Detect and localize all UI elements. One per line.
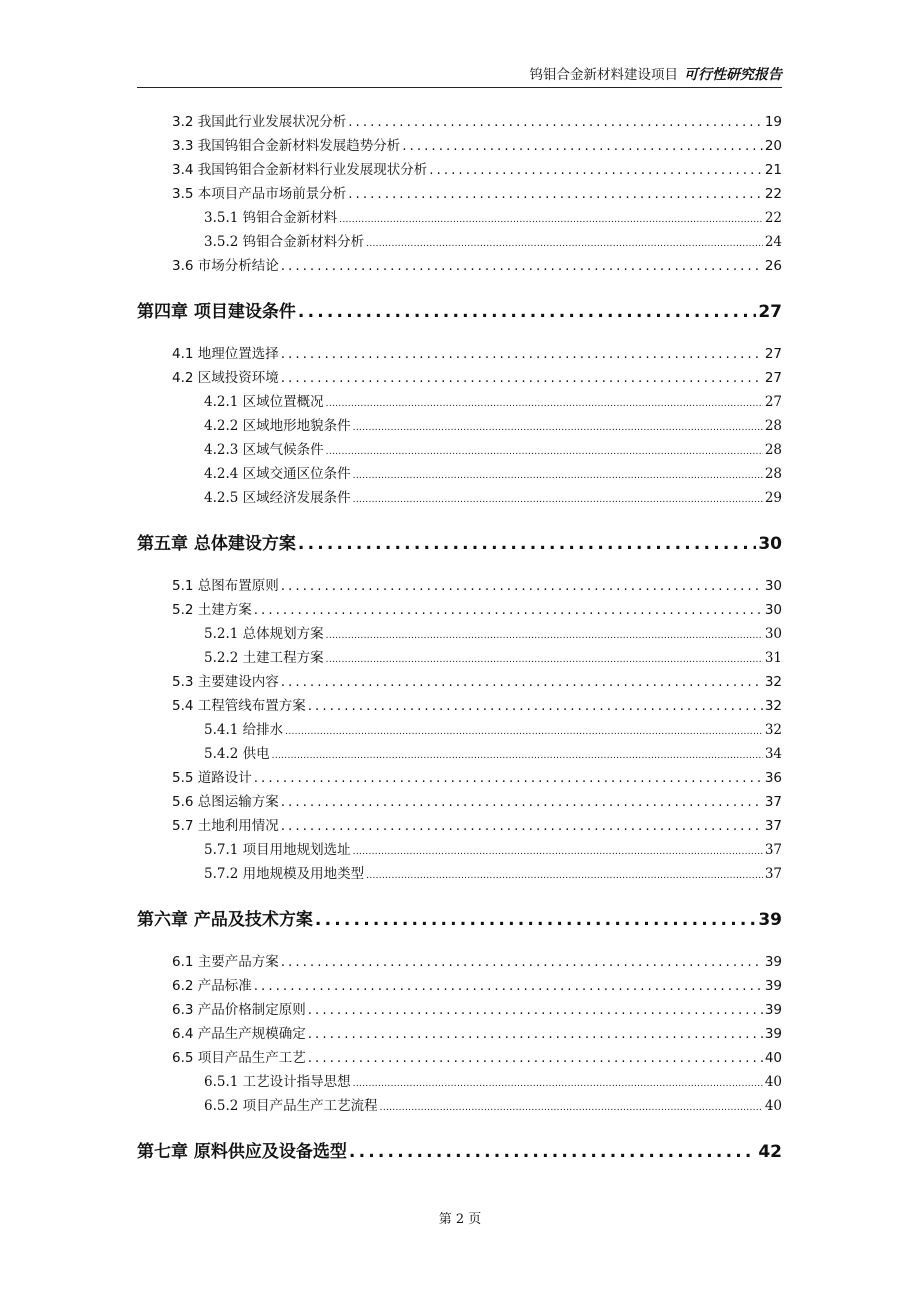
toc-leader-dots	[326, 442, 763, 462]
toc-entry-title: 5.4 工程管线布置方案	[172, 698, 306, 714]
toc-entry-page-number: 32	[764, 698, 782, 714]
toc-entry-page-number: 32	[764, 674, 782, 690]
toc-leader-dots	[429, 160, 763, 180]
toc-entry-page-number: 29	[764, 490, 782, 506]
toc-entry-section[interactable]	[137, 1048, 782, 1068]
toc-entry-page-number: 27	[764, 346, 782, 362]
toc-entry-title: 5.2.1 总体规划方案	[204, 626, 324, 642]
toc-leader-dots	[281, 344, 763, 364]
toc-entry-title: 3.3 我国钨钼合金新材料发展趋势分析	[172, 138, 401, 154]
toc-entry-title: 5.2.2 土建工程方案	[204, 650, 324, 666]
toc-entry-section[interactable]	[137, 136, 782, 156]
toc-entry-page-number: 37	[764, 794, 782, 810]
toc-entry-page-number: 22	[764, 186, 782, 202]
toc-leader-dots	[353, 842, 763, 862]
toc-entry-page-number: 27	[764, 370, 782, 386]
toc-entry-title: 第七章 原料供应及设备选型	[137, 1142, 347, 1162]
toc-leader-dots	[254, 600, 763, 620]
page-header	[137, 64, 782, 88]
toc-entry-section[interactable]	[137, 344, 782, 364]
toc-leader-dots	[281, 672, 763, 692]
page-number: 第 2 页	[438, 1212, 482, 1227]
toc-entry-title: 3.5 本项目产品市场前景分析	[172, 186, 347, 202]
toc-entry-section[interactable]	[137, 768, 782, 788]
toc-entry-page-number: 20	[764, 138, 782, 154]
toc-entry-page-number: 40	[764, 1098, 782, 1114]
toc-entry-page-number: 31	[764, 650, 782, 666]
toc-entry-page-number: 37	[764, 842, 782, 858]
toc-entry-page-number: 39	[764, 1002, 782, 1018]
toc-leader-dots	[254, 768, 763, 788]
toc-entry-sub[interactable]	[137, 392, 782, 412]
toc-leader-dots	[298, 300, 756, 324]
toc-entry-page-number: 28	[764, 442, 782, 458]
toc-entry-sub[interactable]	[137, 1096, 782, 1116]
toc-entry-chapter[interactable]	[137, 300, 782, 324]
toc-entry-title: 6.3 产品价格制定原则	[172, 1002, 306, 1018]
toc-entry-title: 3.4 我国钨钼合金新材料行业发展现状分析	[172, 162, 428, 178]
toc-entry-title: 5.6 总图运输方案	[172, 794, 279, 810]
toc-entry-title: 6.5.2 项目产品生产工艺流程	[204, 1098, 378, 1114]
toc-entry-title: 4.2.5 区域经济发展条件	[204, 490, 351, 506]
toc-entry-title: 3.6 市场分析结论	[172, 258, 279, 274]
toc-leader-dots	[339, 210, 763, 230]
toc-entry-sub[interactable]	[137, 416, 782, 436]
toc-leader-dots	[348, 184, 763, 204]
toc-entry-section[interactable]	[137, 184, 782, 204]
toc-entry-chapter[interactable]	[137, 1140, 782, 1164]
toc-leader-dots	[281, 952, 763, 972]
toc-entry-section[interactable]	[137, 368, 782, 388]
toc-entry-page-number: 30	[764, 602, 782, 618]
toc-entry-title: 5.2 土建方案	[172, 602, 252, 618]
toc-entry-title: 5.3 主要建设内容	[172, 674, 279, 690]
toc-entry-section[interactable]	[137, 696, 782, 716]
toc-entry-page-number: 30	[758, 534, 782, 554]
toc-entry-page-number: 39	[764, 954, 782, 970]
toc-entry-page-number: 32	[764, 722, 782, 738]
toc-entry-page-number: 22	[764, 210, 782, 226]
toc-entry-sub[interactable]	[137, 464, 782, 484]
toc-entry-title: 5.1 总图布置原则	[172, 578, 279, 594]
toc-entry-title: 第六章 产品及技术方案	[137, 910, 313, 930]
toc-entry-sub[interactable]	[137, 744, 782, 764]
toc-entry-page-number: 27	[758, 302, 782, 322]
toc-entry-section[interactable]	[137, 1000, 782, 1020]
toc-entry-page-number: 19	[764, 114, 782, 130]
toc-entry-sub[interactable]	[137, 720, 782, 740]
toc-entry-title: 4.2.1 区域位置概况	[204, 394, 324, 410]
toc-entry-title: 4.2 区域投资环境	[172, 370, 279, 386]
toc-entry-sub[interactable]	[137, 648, 782, 668]
toc-entry-page-number: 27	[764, 394, 782, 410]
toc-entry-page-number: 28	[764, 418, 782, 434]
toc-entry-section[interactable]	[137, 600, 782, 620]
toc-entry-page-number: 30	[764, 578, 782, 594]
toc-entry-page-number: 37	[764, 818, 782, 834]
toc-entry-title: 6.2 产品标准	[172, 978, 252, 994]
toc-entry-section[interactable]	[137, 1024, 782, 1044]
toc-leader-dots	[298, 532, 756, 556]
toc-leader-dots	[353, 490, 763, 510]
toc-entry-title: 3.5.2 钨钼合金新材料分析	[204, 234, 365, 250]
toc-leader-dots	[254, 976, 763, 996]
toc-entry-page-number: 34	[764, 746, 782, 762]
toc-entry-title: 4.2.2 区域地形地貌条件	[204, 418, 351, 434]
toc-leader-dots	[366, 234, 763, 254]
toc-entry-title: 3.5.1 钨钼合金新材料	[204, 210, 338, 226]
toc-leader-dots	[366, 866, 763, 886]
toc-entry-page-number: 40	[764, 1074, 782, 1090]
toc-leader-dots	[326, 394, 763, 414]
toc-entry-title: 6.1 主要产品方案	[172, 954, 279, 970]
toc-entry-page-number: 30	[764, 626, 782, 642]
toc-entry-page-number: 37	[764, 866, 782, 882]
toc-entry-sub[interactable]	[137, 1072, 782, 1092]
toc-leader-dots	[353, 418, 763, 438]
toc-leader-dots	[353, 466, 763, 486]
toc-entry-sub[interactable]	[137, 840, 782, 860]
toc-entry-title: 第五章 总体建设方案	[137, 534, 296, 554]
toc-entry-sub[interactable]	[137, 864, 782, 884]
toc-entry-title: 5.5 道路设计	[172, 770, 252, 786]
toc-entry-page-number: 36	[764, 770, 782, 786]
toc-entry-title: 5.4.2 供电	[204, 746, 270, 762]
toc-leader-dots	[402, 136, 763, 156]
toc-entry-title: 4.2.4 区域交通区位条件	[204, 466, 351, 482]
toc-leader-dots	[315, 908, 756, 932]
toc-leader-dots	[285, 722, 763, 742]
toc-leader-dots	[272, 746, 763, 766]
toc-entry-section[interactable]	[137, 672, 782, 692]
toc-leader-dots	[326, 626, 763, 646]
toc-entry-title: 5.7.1 项目用地规划选址	[204, 842, 351, 858]
toc-entry-section[interactable]	[137, 952, 782, 972]
toc-entry-section[interactable]	[137, 576, 782, 596]
toc-entry-title: 6.4 产品生产规模确定	[172, 1026, 306, 1042]
header-document-type: 可行性研究报告	[684, 67, 782, 83]
header-document-name: 钨钼合金新材料建设项目	[529, 67, 678, 83]
toc-entry-title: 5.7 土地利用情况	[172, 818, 279, 834]
toc-entry-title: 6.5.1 工艺设计指导思想	[204, 1074, 351, 1090]
toc-leader-dots	[308, 1024, 763, 1044]
toc-entry-sub[interactable]	[137, 440, 782, 460]
toc-entry-chapter[interactable]	[137, 908, 782, 932]
toc-entry-sub[interactable]	[137, 624, 782, 644]
toc-leader-dots	[353, 1074, 763, 1094]
toc-entry-page-number: 21	[764, 162, 782, 178]
toc-entry-title: 3.2 我国此行业发展状况分析	[172, 114, 347, 130]
toc-entry-title: 6.5 项目产品生产工艺	[172, 1050, 306, 1066]
toc-entry-title: 5.4.1 给排水	[204, 722, 284, 738]
toc-entry-page-number: 24	[764, 234, 782, 250]
toc-entry-sub[interactable]	[137, 232, 782, 252]
toc-entry-page-number: 26	[764, 258, 782, 274]
toc-entry-section[interactable]	[137, 112, 782, 132]
toc-leader-dots	[349, 1140, 756, 1164]
toc-entry-page-number: 40	[764, 1050, 782, 1066]
toc-entry-page-number: 39	[764, 1026, 782, 1042]
toc-entry-title: 4.1 地理位置选择	[172, 346, 279, 362]
toc-leader-dots	[326, 650, 763, 670]
toc-entry-page-number: 39	[764, 978, 782, 994]
toc-entry-chapter[interactable]	[137, 532, 782, 556]
toc-entry-section[interactable]	[137, 792, 782, 812]
toc-entry-page-number: 39	[758, 910, 782, 930]
toc-entry-title: 5.7.2 用地规模及用地类型	[204, 866, 365, 882]
toc-entry-page-number: 28	[764, 466, 782, 482]
toc-entry-section[interactable]	[137, 976, 782, 996]
toc-entry-section[interactable]	[137, 816, 782, 836]
toc-entry-page-number: 42	[758, 1142, 782, 1162]
toc-entry-title: 第四章 项目建设条件	[137, 302, 296, 322]
toc-entry-section[interactable]	[137, 160, 782, 180]
toc-leader-dots	[281, 576, 763, 596]
toc-leader-dots	[281, 256, 763, 276]
toc-leader-dots	[348, 112, 763, 132]
toc-entry-title: 4.2.3 区域气候条件	[204, 442, 324, 458]
toc-entry-section[interactable]	[137, 256, 782, 276]
toc-leader-dots	[308, 1048, 763, 1068]
toc-leader-dots	[281, 368, 763, 388]
toc-leader-dots	[308, 1000, 763, 1020]
toc-leader-dots	[380, 1098, 763, 1118]
toc-leader-dots	[281, 816, 763, 836]
toc-entry-sub[interactable]	[137, 488, 782, 508]
toc-leader-dots	[308, 696, 763, 716]
toc-leader-dots	[281, 792, 763, 812]
toc-entry-sub[interactable]	[137, 208, 782, 228]
